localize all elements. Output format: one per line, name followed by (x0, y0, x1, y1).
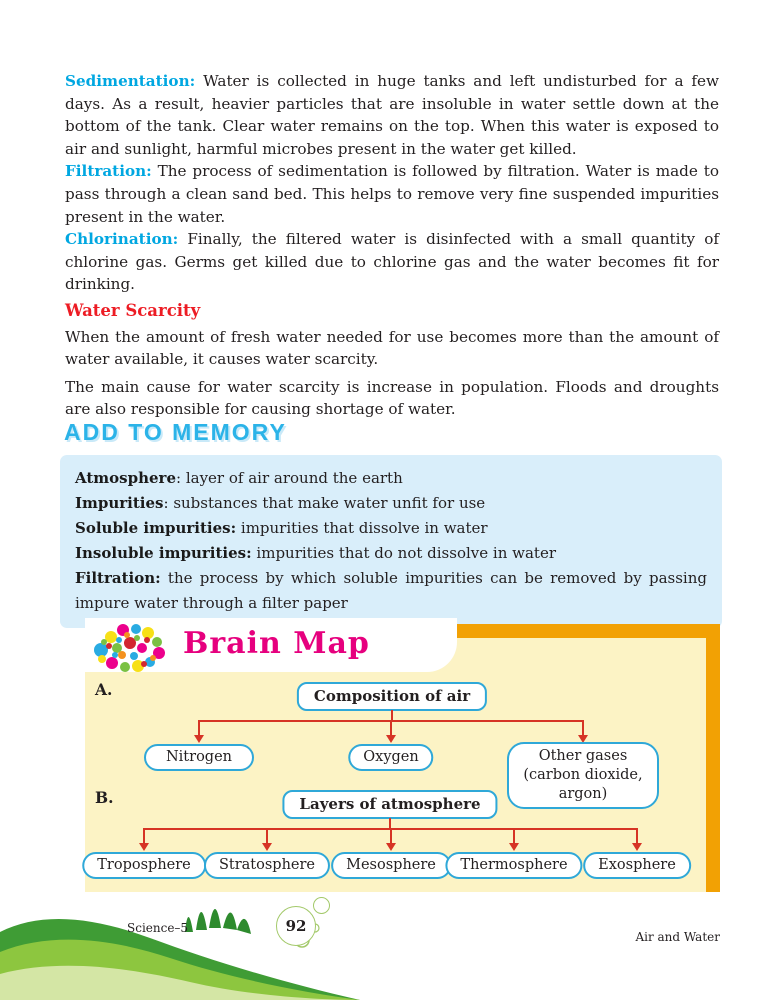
exosphere-node: Exosphere (583, 852, 691, 879)
gold-band-right (706, 624, 720, 892)
memory-definition: : substances that make water unfit for use (163, 494, 486, 512)
brain-map-title: Brain Map (183, 626, 370, 661)
memory-item-insoluble (75, 541, 707, 566)
connector-line (390, 828, 392, 844)
stratosphere-node: Stratosphere (204, 852, 330, 879)
section-b-label: B. (95, 788, 114, 807)
chlorination-paragraph (65, 228, 719, 296)
memory-term: Impurities (75, 494, 164, 512)
nitrogen-node: Nitrogen (144, 744, 254, 771)
arrowhead-icon (194, 735, 204, 743)
sedimentation-body: Water is collected in huge tanks and left undisturbed for a few days. As a result, heavier particles that are insoluble in water settle down at the bottom of the tank. Clear water remains on the top. When this water is exposed to air and sunlight, harmful microbes present in the water get killed. (65, 72, 719, 158)
memory-definition: : layer of air around the earth (176, 469, 403, 487)
layers-of-atmosphere-node: Layers of atmosphere (282, 790, 497, 819)
filtration-body: The process of sedimentation is followed by filtration. Water is made to pass through a clean sand bed. This helps to remove very fine suspended impurities present in the water. (65, 162, 720, 226)
other-gases-node: Other gases (carbon dioxide, argon) (507, 742, 659, 809)
gold-band-top (445, 624, 720, 638)
add-to-memory-heading: ADD TO MEMORY (64, 419, 287, 445)
memory-definition: impurities that do not dissolve in water (251, 544, 556, 562)
arrowhead-icon (632, 843, 642, 851)
arrowhead-icon (386, 735, 396, 743)
water-scarcity-heading: Water Scarcity (65, 300, 201, 320)
oxygen-node: Oxygen (348, 744, 433, 771)
memory-term: Filtration: (75, 569, 161, 587)
filtration-paragraph (65, 160, 719, 228)
memory-term: Atmosphere (75, 469, 177, 487)
memory-definition: the process by which soluble impurities can be removed by passing impure water through a filter paper (75, 569, 707, 612)
memory-term: Soluble impurities: (75, 519, 237, 537)
brain-icon (89, 620, 169, 672)
page-number: 92 (285, 917, 307, 935)
memory-term: Insoluble impurities: (75, 544, 252, 562)
section-a-label: A. (95, 680, 113, 699)
connector-line (266, 828, 268, 844)
add-to-memory-box (60, 455, 722, 628)
arrowhead-icon (262, 843, 272, 851)
brain-map-title-block (85, 618, 457, 672)
water-scarcity-para-2: The main cause for water scarcity is increase in population. Floods and droughts are also responsible for causing shortage of water. (65, 377, 719, 419)
footer-chapter-title: Air and Water (635, 930, 720, 944)
sedimentation-paragraph (65, 70, 719, 160)
memory-definition: impurities that dissolve in water (236, 519, 488, 537)
connector-line (143, 828, 145, 844)
memory-item-atmosphere (75, 466, 707, 491)
memory-item-impurities (75, 491, 707, 516)
water-scarcity-para-1: When the amount of fresh water needed for use becomes more than the amount of water available, it causes water scarcity. (65, 327, 719, 369)
thermosphere-node: Thermosphere (445, 852, 582, 879)
arrowhead-icon (509, 843, 519, 851)
page-number-badge (276, 906, 316, 946)
connector-line (582, 720, 584, 736)
connector-line (636, 828, 638, 844)
filtration-label: Filtration: (65, 162, 152, 181)
composition-of-air-node: Composition of air (297, 682, 487, 711)
connector-line (198, 720, 200, 736)
chlorination-label: Chlorination: (65, 230, 179, 249)
main-text-section (65, 70, 719, 421)
brain-map-panel (85, 618, 720, 892)
memory-item-filtration (75, 566, 707, 616)
mesosphere-node: Mesosphere (331, 852, 451, 879)
sedimentation-label: Sedimentation: (65, 72, 196, 90)
connector-line (513, 828, 515, 844)
memory-item-soluble (75, 516, 707, 541)
connector-line (390, 720, 392, 736)
troposphere-node: Troposphere (82, 852, 206, 879)
footer-book-title: Science–5 (127, 921, 189, 935)
page-number-bubble-decoration (313, 897, 330, 914)
arrowhead-icon (386, 843, 396, 851)
chlorination-body: Finally, the filtered water is disinfected with a small quantity of chlorine gas. Germs get killed due to chlorine gas and the water becomes fit for drinking. (65, 230, 719, 294)
arrowhead-icon (139, 843, 149, 851)
